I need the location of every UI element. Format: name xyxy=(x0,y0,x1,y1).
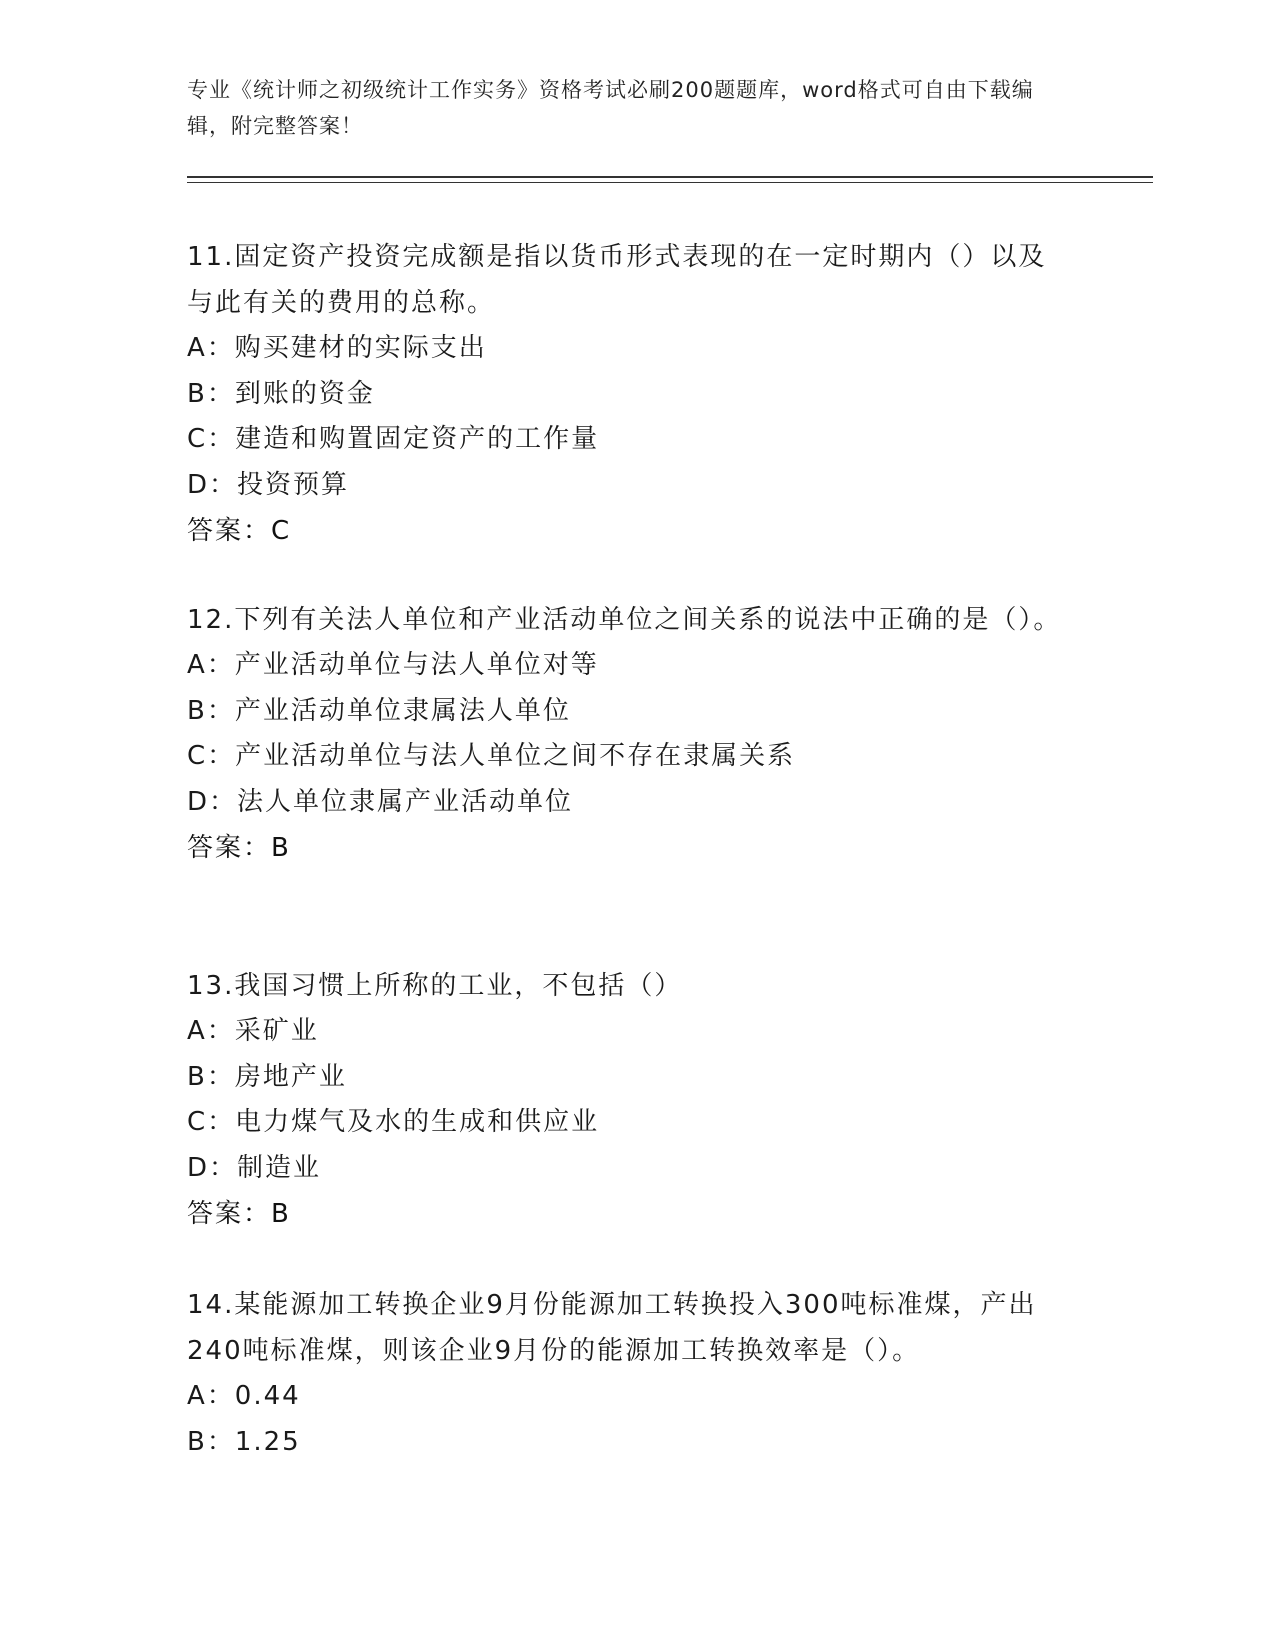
option-d: D：制造业 xyxy=(187,1152,322,1183)
option-a: A：0.44 xyxy=(187,1381,301,1411)
question-13 xyxy=(187,963,1067,1237)
option-c: C：建造和购置固定资产的工作量 xyxy=(187,424,600,454)
option-b: B：房地产业 xyxy=(187,1061,347,1092)
header-divider-thin xyxy=(187,182,1153,183)
option-b: B：到账的资金 xyxy=(187,378,375,409)
answer: 答案：B xyxy=(187,1199,291,1229)
question-14 xyxy=(187,1282,1067,1465)
option-d: D：法人单位隶属产业活动单位 xyxy=(187,786,574,817)
option-a: A：购买建材的实际支出 xyxy=(187,333,487,363)
question-stem: 14.某能源加工转换企业9月份能源加工转换投入300吨标准煤，产出240吨标准煤，则该企业9月份的能源加工转换效率是（）。 xyxy=(187,1290,1037,1366)
question-11 xyxy=(187,234,1067,554)
question-stem: 13.我国习惯上所称的工业，不包括（） xyxy=(187,971,683,1001)
option-b: B：1.25 xyxy=(187,1426,301,1457)
option-c: C：电力煤气及水的生成和供应业 xyxy=(187,1107,600,1137)
question-stem: 11.固定资产投资完成额是指以货币形式表现的在一定时期内（）以及与此有关的费用的总称。 xyxy=(187,242,1047,318)
option-c: C：产业活动单位与法人单位之间不存在隶属关系 xyxy=(187,741,796,771)
answer: 答案：B xyxy=(187,833,291,863)
question-stem: 12.下列有关法人单位和产业活动单位之间关系的说法中正确的是（）。 xyxy=(187,605,1062,635)
header-divider-thick xyxy=(187,176,1153,178)
option-a: A：采矿业 xyxy=(187,1016,319,1046)
option-d: D：投资预算 xyxy=(187,469,350,500)
question-12 xyxy=(187,597,1067,871)
option-a: A：产业活动单位与法人单位对等 xyxy=(187,650,599,680)
document-intro: 专业《统计师之初级统计工作实务》资格考试必刷200题题库，word格式可自由下载编辑，附完整答案！ xyxy=(187,78,1034,138)
option-b: B：产业活动单位隶属法人单位 xyxy=(187,695,571,726)
answer: 答案：C xyxy=(187,516,292,546)
